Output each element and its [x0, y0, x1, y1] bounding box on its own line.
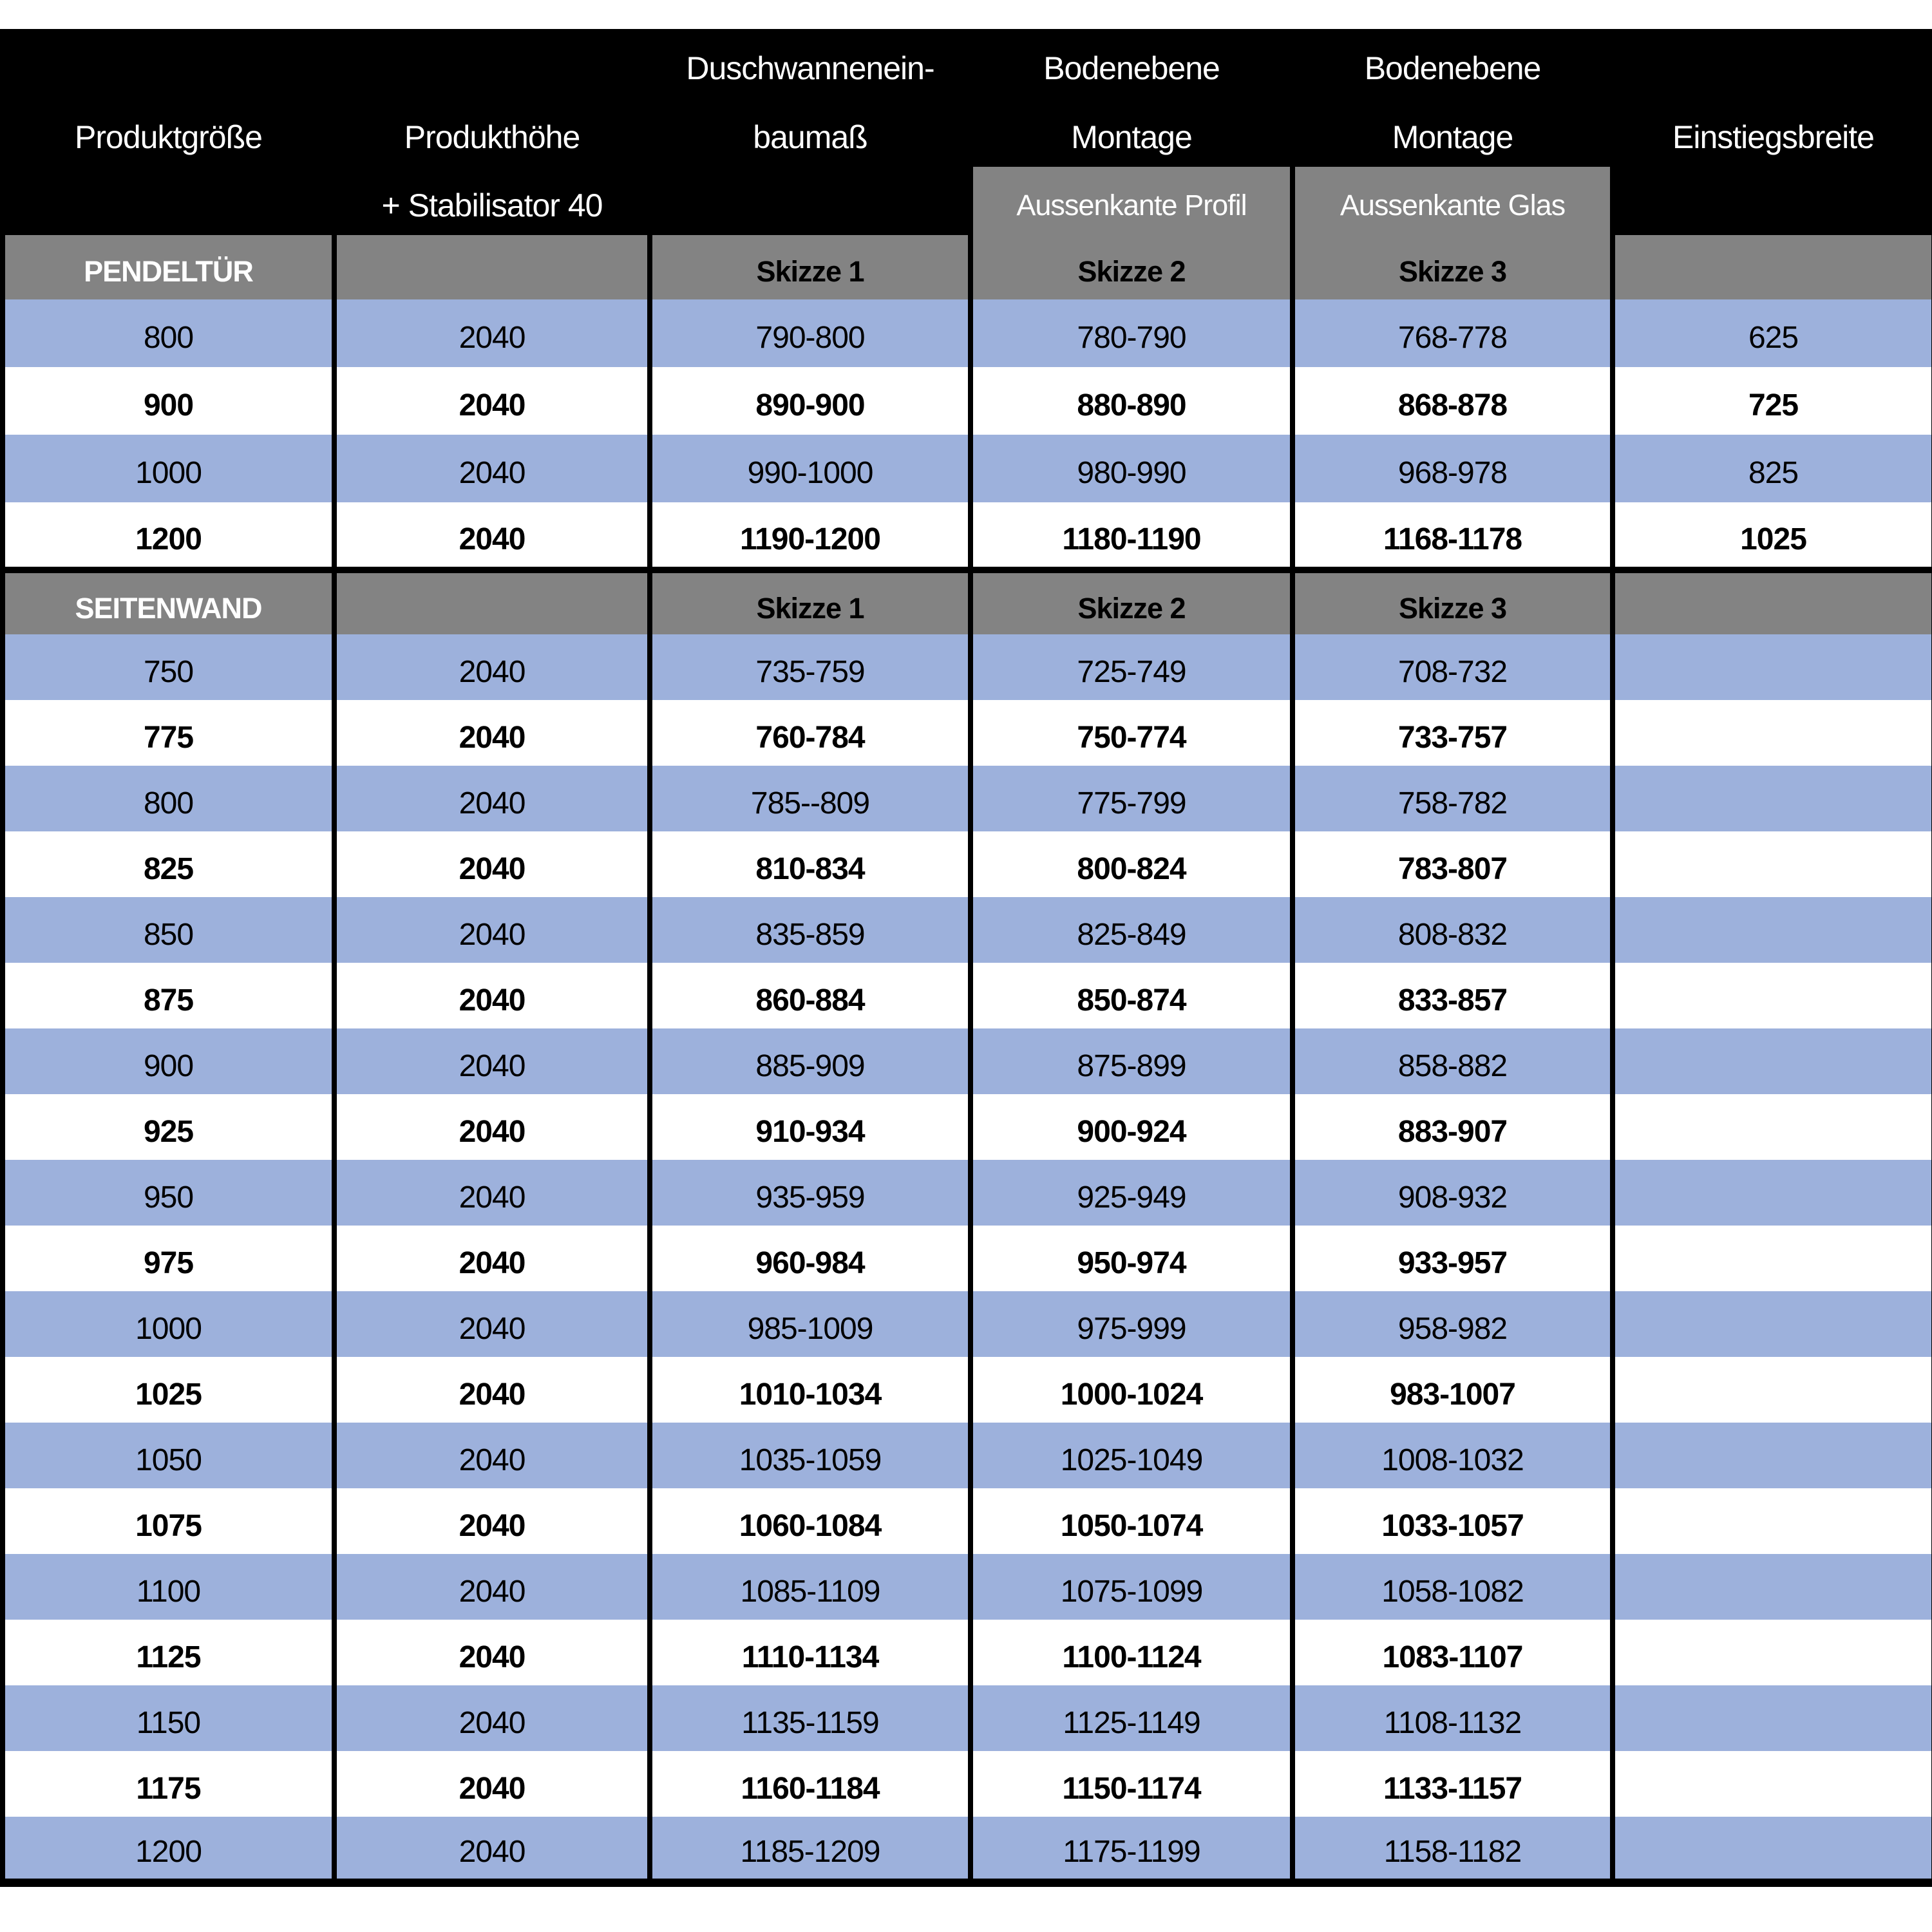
- data-cell: 808-832: [1293, 897, 1613, 963]
- data-cell: 1058-1082: [1293, 1554, 1613, 1620]
- table-body: [3, 235, 1932, 1882]
- data-cell: 2040: [334, 502, 650, 570]
- data-cell: 2040: [334, 1817, 650, 1882]
- data-cell: 980-990: [971, 435, 1293, 502]
- subheader-aussenkante-profil: Aussenkante Profil: [971, 167, 1293, 235]
- data-cell: 875-899: [971, 1028, 1293, 1094]
- data-cell: 2040: [334, 700, 650, 766]
- data-cell: 1025: [3, 1357, 334, 1423]
- data-cell: 908-932: [1293, 1160, 1613, 1226]
- skizze-3-cell: Skizze 3: [1293, 570, 1613, 634]
- data-cell: [1613, 766, 1932, 831]
- data-cell: 1175-1199: [971, 1817, 1293, 1882]
- data-cell: 900: [3, 1028, 334, 1094]
- data-cell: 885-909: [650, 1028, 971, 1094]
- data-cell: 2040: [334, 1423, 650, 1488]
- data-cell: 975-999: [971, 1291, 1293, 1357]
- header-empty-cell: [1613, 167, 1932, 235]
- data-cell: 1033-1057: [1293, 1488, 1613, 1554]
- data-cell: 868-878: [1293, 367, 1613, 435]
- data-cell: 1110-1134: [650, 1620, 971, 1685]
- data-cell: 950-974: [971, 1226, 1293, 1291]
- header-bodenebene-glas-line2: Montage: [1293, 98, 1613, 167]
- table-row: [3, 1423, 1932, 1488]
- header-line-3: [3, 167, 1932, 235]
- data-cell: [1613, 700, 1932, 766]
- header-duschwannen-line1: Duschwannenein-: [650, 29, 971, 98]
- data-cell: 850-874: [971, 963, 1293, 1028]
- table-row: [3, 766, 1932, 831]
- data-cell: 2040: [334, 831, 650, 897]
- data-cell: 1168-1178: [1293, 502, 1613, 570]
- data-cell: 968-978: [1293, 435, 1613, 502]
- data-cell: 2040: [334, 1685, 650, 1751]
- data-cell: 2040: [334, 1554, 650, 1620]
- data-cell: 785--809: [650, 766, 971, 831]
- table-row: [3, 1094, 1932, 1160]
- data-cell: 1150-1174: [971, 1751, 1293, 1817]
- data-cell: [1613, 1028, 1932, 1094]
- data-cell: 880-890: [971, 367, 1293, 435]
- data-cell: 1100-1124: [971, 1620, 1293, 1685]
- data-cell: 2040: [334, 1160, 650, 1226]
- data-cell: 1175: [3, 1751, 334, 1817]
- header-bodenebene-glas-line1: Bodenebene: [1293, 29, 1613, 98]
- section-empty-cell: [334, 235, 650, 299]
- header-stabilisator: + Stabilisator 40: [334, 167, 650, 235]
- data-cell: 2040: [334, 1094, 650, 1160]
- data-cell: [1613, 831, 1932, 897]
- table-row: [3, 1751, 1932, 1817]
- data-cell: 733-757: [1293, 700, 1613, 766]
- data-cell: 860-884: [650, 963, 971, 1028]
- data-cell: [1613, 1488, 1932, 1554]
- skizze-2-cell: Skizze 2: [971, 235, 1293, 299]
- data-cell: 775-799: [971, 766, 1293, 831]
- data-cell: 1010-1034: [650, 1357, 971, 1423]
- table-row: [3, 897, 1932, 963]
- data-cell: 1075: [3, 1488, 334, 1554]
- data-cell: 1135-1159: [650, 1685, 971, 1751]
- header-einstiegsbreite: Einstiegsbreite: [1613, 98, 1932, 167]
- table-row: [3, 299, 1932, 367]
- data-cell: 1025: [1613, 502, 1932, 570]
- data-cell: [1613, 1423, 1932, 1488]
- data-cell: 760-784: [650, 700, 971, 766]
- data-cell: 825: [3, 831, 334, 897]
- subheader-aussenkante-glas: Aussenkante Glas: [1293, 167, 1613, 235]
- section-empty-cell: [1613, 235, 1932, 299]
- header-line-1: [3, 29, 1932, 98]
- data-cell: 1158-1182: [1293, 1817, 1613, 1882]
- header-empty-cell: [650, 167, 971, 235]
- data-cell: 2040: [334, 963, 650, 1028]
- data-cell: [1613, 1226, 1932, 1291]
- data-cell: 1150: [3, 1685, 334, 1751]
- data-cell: 1200: [3, 502, 334, 570]
- data-cell: 975: [3, 1226, 334, 1291]
- data-cell: 875: [3, 963, 334, 1028]
- data-cell: 950: [3, 1160, 334, 1226]
- data-cell: 1000: [3, 435, 334, 502]
- section-empty-cell: [1613, 570, 1932, 634]
- section-label: PENDELTÜR: [3, 235, 334, 299]
- data-cell: 2040: [334, 1357, 650, 1423]
- data-cell: 858-882: [1293, 1028, 1613, 1094]
- header-bodenebene-profil-line2: Montage: [971, 98, 1293, 167]
- section-label: SEITENWAND: [3, 570, 334, 634]
- header-empty-cell: [1613, 29, 1932, 98]
- data-cell: 1125: [3, 1620, 334, 1685]
- data-cell: 768-778: [1293, 299, 1613, 367]
- data-cell: 933-957: [1293, 1226, 1613, 1291]
- table-row: [3, 1554, 1932, 1620]
- shower-door-dimensions-table: [0, 29, 1932, 1887]
- header-produktgroesse: Produktgröße: [3, 98, 334, 167]
- data-cell: 2040: [334, 766, 650, 831]
- header-duschwannen-line2: baumaß: [650, 98, 971, 167]
- header-bodenebene-profil-line1: Bodenebene: [971, 29, 1293, 98]
- data-cell: 800: [3, 299, 334, 367]
- header-empty-cell: [3, 29, 334, 98]
- data-cell: 735-759: [650, 634, 971, 700]
- data-cell: 725: [1613, 367, 1932, 435]
- table-row: [3, 435, 1932, 502]
- data-cell: 750: [3, 634, 334, 700]
- data-cell: 1160-1184: [650, 1751, 971, 1817]
- table-row: [3, 1817, 1932, 1882]
- data-cell: 708-732: [1293, 634, 1613, 700]
- data-cell: [1613, 963, 1932, 1028]
- top-margin: [0, 0, 1932, 29]
- data-cell: 925: [3, 1094, 334, 1160]
- data-cell: 758-782: [1293, 766, 1613, 831]
- data-cell: 1100: [3, 1554, 334, 1620]
- data-cell: 1000: [3, 1291, 334, 1357]
- table-row: [3, 1620, 1932, 1685]
- data-cell: 2040: [334, 1751, 650, 1817]
- skizze-1-cell: Skizze 1: [650, 235, 971, 299]
- data-cell: 800: [3, 766, 334, 831]
- data-cell: 775: [3, 700, 334, 766]
- data-cell: [1613, 1817, 1932, 1882]
- data-cell: [1613, 1357, 1932, 1423]
- header-empty-cell: [3, 167, 334, 235]
- data-cell: 1200: [3, 1817, 334, 1882]
- data-cell: 1060-1084: [650, 1488, 971, 1554]
- data-cell: 810-834: [650, 831, 971, 897]
- data-cell: 750-774: [971, 700, 1293, 766]
- data-cell: 800-824: [971, 831, 1293, 897]
- table-row: [3, 634, 1932, 700]
- data-cell: 2040: [334, 435, 650, 502]
- data-cell: 983-1007: [1293, 1357, 1613, 1423]
- data-cell: 2040: [334, 1620, 650, 1685]
- header-line-2: [3, 98, 1932, 167]
- table-row: [3, 1028, 1932, 1094]
- data-cell: 985-1009: [650, 1291, 971, 1357]
- data-cell: 725-749: [971, 634, 1293, 700]
- table-row: [3, 1226, 1932, 1291]
- section-header-row: [3, 235, 1932, 299]
- table-row: [3, 367, 1932, 435]
- data-cell: [1613, 1554, 1932, 1620]
- data-cell: 960-984: [650, 1226, 971, 1291]
- data-cell: 780-790: [971, 299, 1293, 367]
- data-cell: 2040: [334, 1488, 650, 1554]
- data-cell: 2040: [334, 1291, 650, 1357]
- data-cell: 1075-1099: [971, 1554, 1293, 1620]
- skizze-1-cell: Skizze 1: [650, 570, 971, 634]
- data-cell: [1613, 634, 1932, 700]
- data-cell: 1133-1157: [1293, 1751, 1613, 1817]
- data-cell: 910-934: [650, 1094, 971, 1160]
- data-cell: 833-857: [1293, 963, 1613, 1028]
- data-cell: 2040: [334, 897, 650, 963]
- data-cell: 1190-1200: [650, 502, 971, 570]
- data-cell: 1050-1074: [971, 1488, 1293, 1554]
- data-cell: [1613, 1094, 1932, 1160]
- data-cell: 835-859: [650, 897, 971, 963]
- data-cell: 990-1000: [650, 435, 971, 502]
- data-cell: 1025-1049: [971, 1423, 1293, 1488]
- data-cell: 2040: [334, 634, 650, 700]
- section-empty-cell: [334, 570, 650, 634]
- table-row: [3, 1291, 1932, 1357]
- data-cell: 1083-1107: [1293, 1620, 1613, 1685]
- data-cell: [1613, 1291, 1932, 1357]
- table-row: [3, 1160, 1932, 1226]
- data-cell: 625: [1613, 299, 1932, 367]
- data-cell: 1035-1059: [650, 1423, 971, 1488]
- header-empty-cell: [334, 29, 650, 98]
- skizze-2-cell: Skizze 2: [971, 570, 1293, 634]
- data-cell: 883-907: [1293, 1094, 1613, 1160]
- data-cell: 2040: [334, 1028, 650, 1094]
- data-cell: 1180-1190: [971, 502, 1293, 570]
- data-cell: 890-900: [650, 367, 971, 435]
- data-cell: 1108-1132: [1293, 1685, 1613, 1751]
- data-cell: 850: [3, 897, 334, 963]
- data-cell: 825: [1613, 435, 1932, 502]
- data-cell: 1125-1149: [971, 1685, 1293, 1751]
- data-cell: 790-800: [650, 299, 971, 367]
- data-cell: 825-849: [971, 897, 1293, 963]
- data-cell: [1613, 1160, 1932, 1226]
- data-cell: 2040: [334, 367, 650, 435]
- table-row: [3, 1357, 1932, 1423]
- data-cell: 925-949: [971, 1160, 1293, 1226]
- data-cell: 1000-1024: [971, 1357, 1293, 1423]
- header-produkthoehe: Produkthöhe: [334, 98, 650, 167]
- data-cell: [1613, 1751, 1932, 1817]
- section-header-row: [3, 570, 1932, 634]
- table-row: [3, 700, 1932, 766]
- data-cell: 2040: [334, 299, 650, 367]
- data-cell: 1008-1032: [1293, 1423, 1613, 1488]
- table-row: [3, 1488, 1932, 1554]
- data-cell: [1613, 1685, 1932, 1751]
- data-cell: 900: [3, 367, 334, 435]
- data-cell: 900-924: [971, 1094, 1293, 1160]
- data-cell: 958-982: [1293, 1291, 1613, 1357]
- data-cell: 2040: [334, 1226, 650, 1291]
- data-cell: 935-959: [650, 1160, 971, 1226]
- table-row: [3, 1685, 1932, 1751]
- data-cell: 1085-1109: [650, 1554, 971, 1620]
- table-row: [3, 502, 1932, 570]
- data-cell: 1050: [3, 1423, 334, 1488]
- data-cell: 1185-1209: [650, 1817, 971, 1882]
- data-cell: [1613, 1620, 1932, 1685]
- data-cell: 783-807: [1293, 831, 1613, 897]
- skizze-3-cell: Skizze 3: [1293, 235, 1613, 299]
- data-cell: [1613, 897, 1932, 963]
- table-row: [3, 831, 1932, 897]
- table-row: [3, 963, 1932, 1028]
- table-header: [3, 29, 1932, 235]
